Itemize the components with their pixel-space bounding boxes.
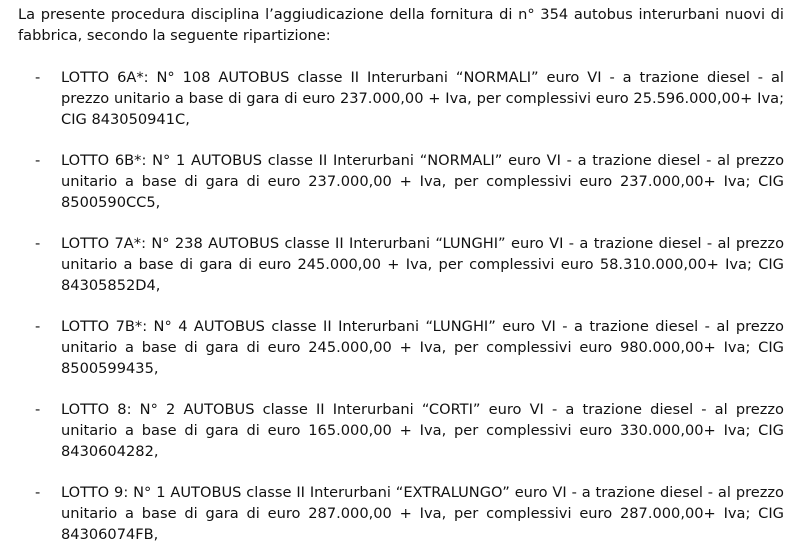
dash-bullet: - [35, 235, 41, 252]
list-item-lotto-9 [18, 482, 784, 545]
list-item-lotto-6a [18, 67, 784, 130]
list-item-lotto-7a [18, 233, 784, 296]
intro-paragraph: La presente procedura disciplina l’aggiudicazione della fornitura di n° 354 autobus interurbani nuovi di fabbrica, secondo la seguente ripartizione: [18, 6, 784, 44]
lot-text: LOTTO 7B*: N° 4 AUTOBUS classe II Interurbani “LUNGHI” euro VI - a trazione diesel - al prezzo unitario a base di gara di euro 245.000,00 + Iva, per complessivi euro 980.000,00+ Iva; CIG 8500599435, [61, 318, 784, 377]
dash-bullet: - [35, 152, 41, 169]
dash-bullet: - [35, 401, 41, 418]
list-item-lotto-8 [18, 399, 784, 462]
lot-text: LOTTO 6A*: N° 108 AUTOBUS classe II Interurbani “NORMALI” euro VI - a trazione diesel - al prezzo unitario a base di gara di euro 237.000,00 + Iva, per complessivi euro 25.596.000,00+ Iva; CIG 843050941C, [61, 69, 784, 128]
lot-list [18, 67, 784, 545]
list-item-lotto-7b [18, 316, 784, 379]
lot-text: LOTTO 6B*: N° 1 AUTOBUS classe II Interurbani “NORMALI” euro VI - a trazione diesel - al prezzo unitario a base di gara di euro 237.000,00 + Iva, per complessivi euro 237.000,00+ Iva; CIG 8500590CC5, [61, 152, 784, 211]
lot-text: LOTTO 9: N° 1 AUTOBUS classe II Interurbani “EXTRALUNGO” euro VI - a trazione diesel - al prezzo unitario a base di gara di euro 287.000,00 + Iva, per complessivi euro 287.000,00+ Iva; CIG 84306074FB, [61, 484, 784, 543]
dash-bullet: - [35, 318, 41, 335]
lot-text: LOTTO 8: N° 2 AUTOBUS classe II Interurbani “CORTI” euro VI - a trazione diesel - al prezzo unitario a base di gara di euro 165.000,00 + Iva, per complessivi euro 330.000,00+ Iva; CIG 8430604282, [61, 401, 784, 460]
dash-bullet: - [35, 484, 41, 501]
lot-text: LOTTO 7A*: N° 238 AUTOBUS classe II Interurbani “LUNGHI” euro VI - a trazione diesel - al prezzo unitario a base di gara di euro 245.000,00 + Iva, per complessivi euro 58.310.000,00+ Iva; CIG 84305852D4, [61, 235, 784, 294]
dash-bullet: - [35, 69, 41, 86]
document-body [18, 4, 784, 545]
list-item-lotto-6b [18, 150, 784, 213]
